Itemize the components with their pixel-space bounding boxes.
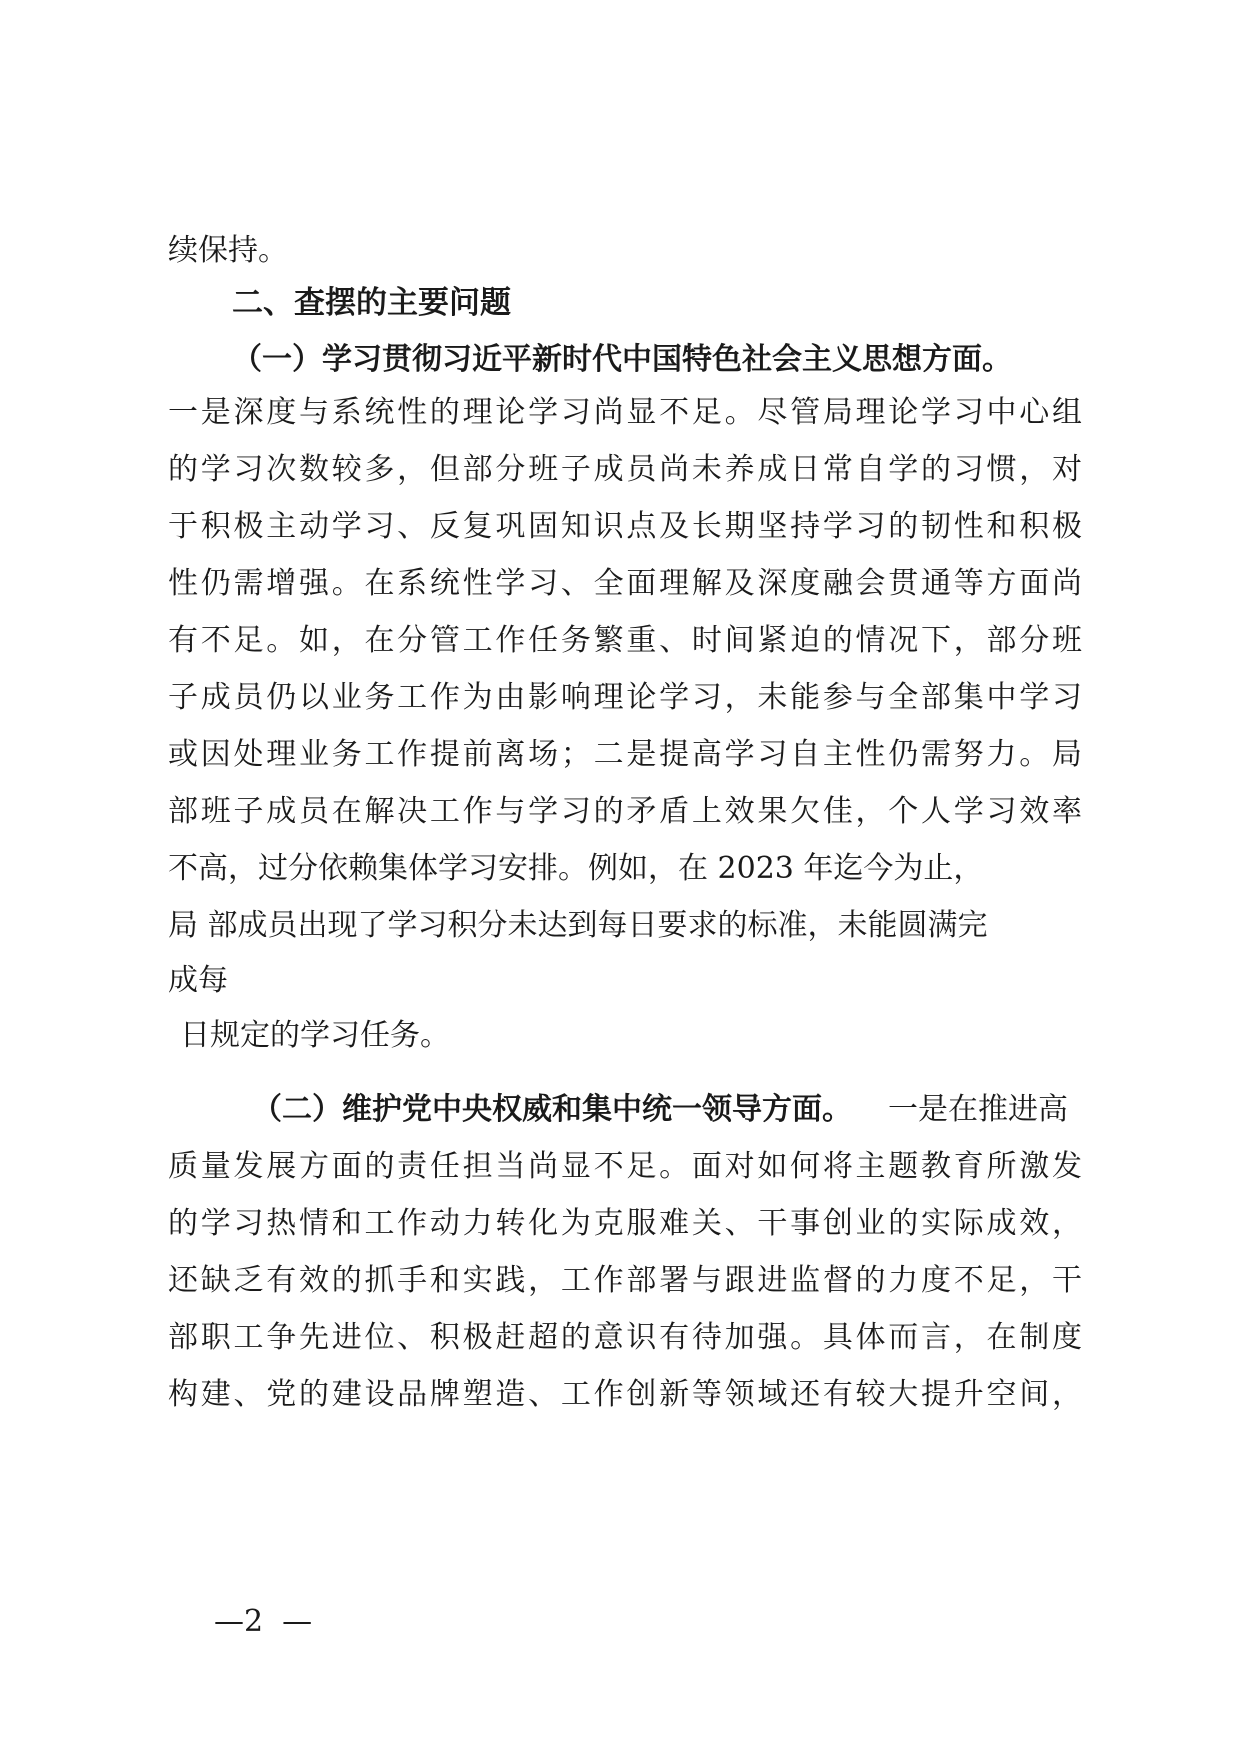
subsection-heading: （二）维护党中央权威和集中统一领导方面。	[252, 1092, 852, 1127]
text-line: 日规定的学习任务。	[180, 1018, 450, 1053]
text-line: 续保持。	[168, 233, 288, 268]
text-line: 的学习热情和工作动力转化为克服难关、干事创业的实际成效，	[168, 1206, 1082, 1241]
text-line: 有不足。如，在分管工作任务繁重、时间紧迫的情况下，部分班	[168, 623, 1082, 658]
section-heading: 二、查摆的主要问题	[232, 285, 511, 321]
text-line: 还缺乏有效的抓手和实践，工作部署与跟进监督的力度不足，干	[168, 1263, 1082, 1298]
text-line: 构建、党的建设品牌塑造、工作创新等领域还有较大提升空间，	[168, 1377, 1082, 1412]
text-line: 部班子成员在解决工作与学习的矛盾上效果欠佳，个人学习效率	[168, 794, 1082, 829]
text-line: 子成员仍以业务工作为由影响理论学习，未能参与全部集中学习	[168, 680, 1082, 715]
text-line: 于积极主动学习、反复巩固知识点及长期坚持学习的韧性和积极	[168, 509, 1082, 544]
text-line: 一是深度与系统性的理论学习尚显不足。尽管局理论学习中心组	[168, 395, 1082, 430]
text-line: 成每	[168, 963, 228, 998]
text-line: 部职工争先进位、积极赶超的意识有待加强。具体而言，在制度	[168, 1320, 1082, 1355]
text-line: 或因处理业务工作提前离场；二是提高学习自主性仍需努力。局	[168, 737, 1082, 772]
text-line: 一是在推进高	[888, 1092, 1068, 1127]
text-line: 的学习次数较多，但部分班子成员尚未养成日常自学的习惯，对	[168, 452, 1082, 487]
page-number: —2 —	[214, 1604, 313, 1639]
text-line: 局 部成员出现了学习积分未达到每日要求的标准，未能圆满完	[168, 908, 988, 943]
subsection-heading: （一）学习贯彻习近平新时代中国特色社会主义思想方面。	[232, 342, 1012, 377]
text-line: 性仍需增强。在系统性学习、全面理解及深度融会贯通等方面尚	[168, 566, 1082, 601]
text-line: 质量发展方面的责任担当尚显不足。面对如何将主题教育所激发	[168, 1149, 1082, 1184]
text-line: 不高，过分依赖集体学习安排。例如，在 2023 年迄今为止，	[168, 851, 984, 886]
